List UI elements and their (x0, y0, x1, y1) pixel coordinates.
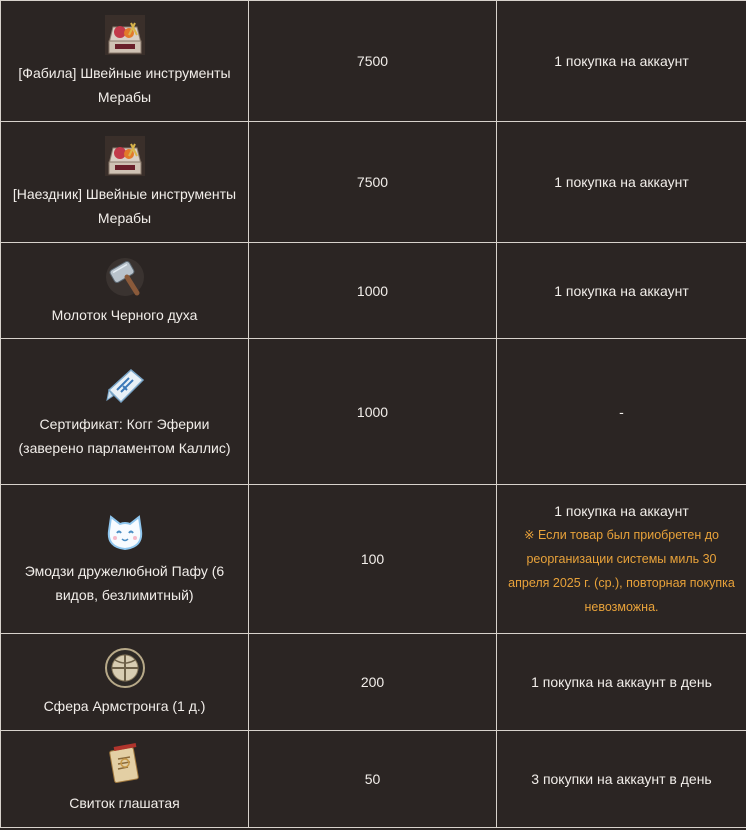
item-cell (1, 122, 249, 243)
item-cell (1, 1, 249, 122)
item-name: Сертификат: Когг Эферии (заверено парламентом Каллис) (18, 415, 231, 456)
item-name: Молоток Черного духа (51, 306, 198, 323)
sphere-icon (103, 646, 147, 690)
limit-cell: 1 покупка на аккаунт (497, 1, 746, 122)
limit-cell (497, 485, 746, 634)
table-row (1, 1, 746, 122)
price-cell: 50 (249, 731, 497, 828)
limit-cell: - (497, 339, 746, 485)
table-row (1, 243, 746, 339)
table-row (1, 731, 746, 828)
item-cell (1, 243, 249, 339)
table-row (1, 485, 746, 634)
table-row (1, 122, 746, 243)
item-name: Эмодзи дружелюбной Пафу (6 видов, безлимитный) (24, 563, 225, 603)
item-name: [Фабила] Швейные инструменты Мерабы (18, 65, 231, 105)
item-name: [Наездник] Швейные инструменты Мерабы (12, 186, 237, 226)
price-cell: 100 (249, 485, 497, 634)
limit-cell: 1 покупка на аккаунт (497, 243, 746, 339)
cat-emoji-icon (103, 511, 147, 555)
chest-icon (103, 134, 147, 178)
item-cell (1, 339, 249, 485)
price-cell: 1000 (249, 339, 497, 485)
price-cell: 1000 (249, 243, 497, 339)
table-row (1, 339, 746, 485)
price-cell: 7500 (249, 1, 497, 122)
table-row (1, 634, 746, 731)
purchase-note: ※ Если товар был приобретен до реорганизации системы миль 30 апреля 2025 г. (ср.), повторная покупка невозможна. (508, 528, 735, 614)
item-name: Свиток глашатая (69, 795, 180, 811)
scroll-icon (103, 743, 147, 787)
item-name: Сфера Армстронга (1 д.) (43, 698, 206, 714)
hammer-icon (103, 255, 147, 299)
certificate-icon (103, 364, 147, 408)
price-cell: 7500 (249, 122, 497, 243)
price-cell: 200 (249, 634, 497, 731)
item-cell (1, 731, 249, 828)
item-cell (1, 485, 249, 634)
limit-cell: 1 покупка на аккаунт (497, 122, 746, 243)
limit-cell: 1 покупка на аккаунт в день (497, 634, 746, 731)
limit-cell: 3 покупки на аккаунт в день (497, 731, 746, 828)
item-cell (1, 634, 249, 731)
chest-icon (103, 13, 147, 57)
limit-text: 1 покупка на аккаунт (554, 503, 689, 519)
